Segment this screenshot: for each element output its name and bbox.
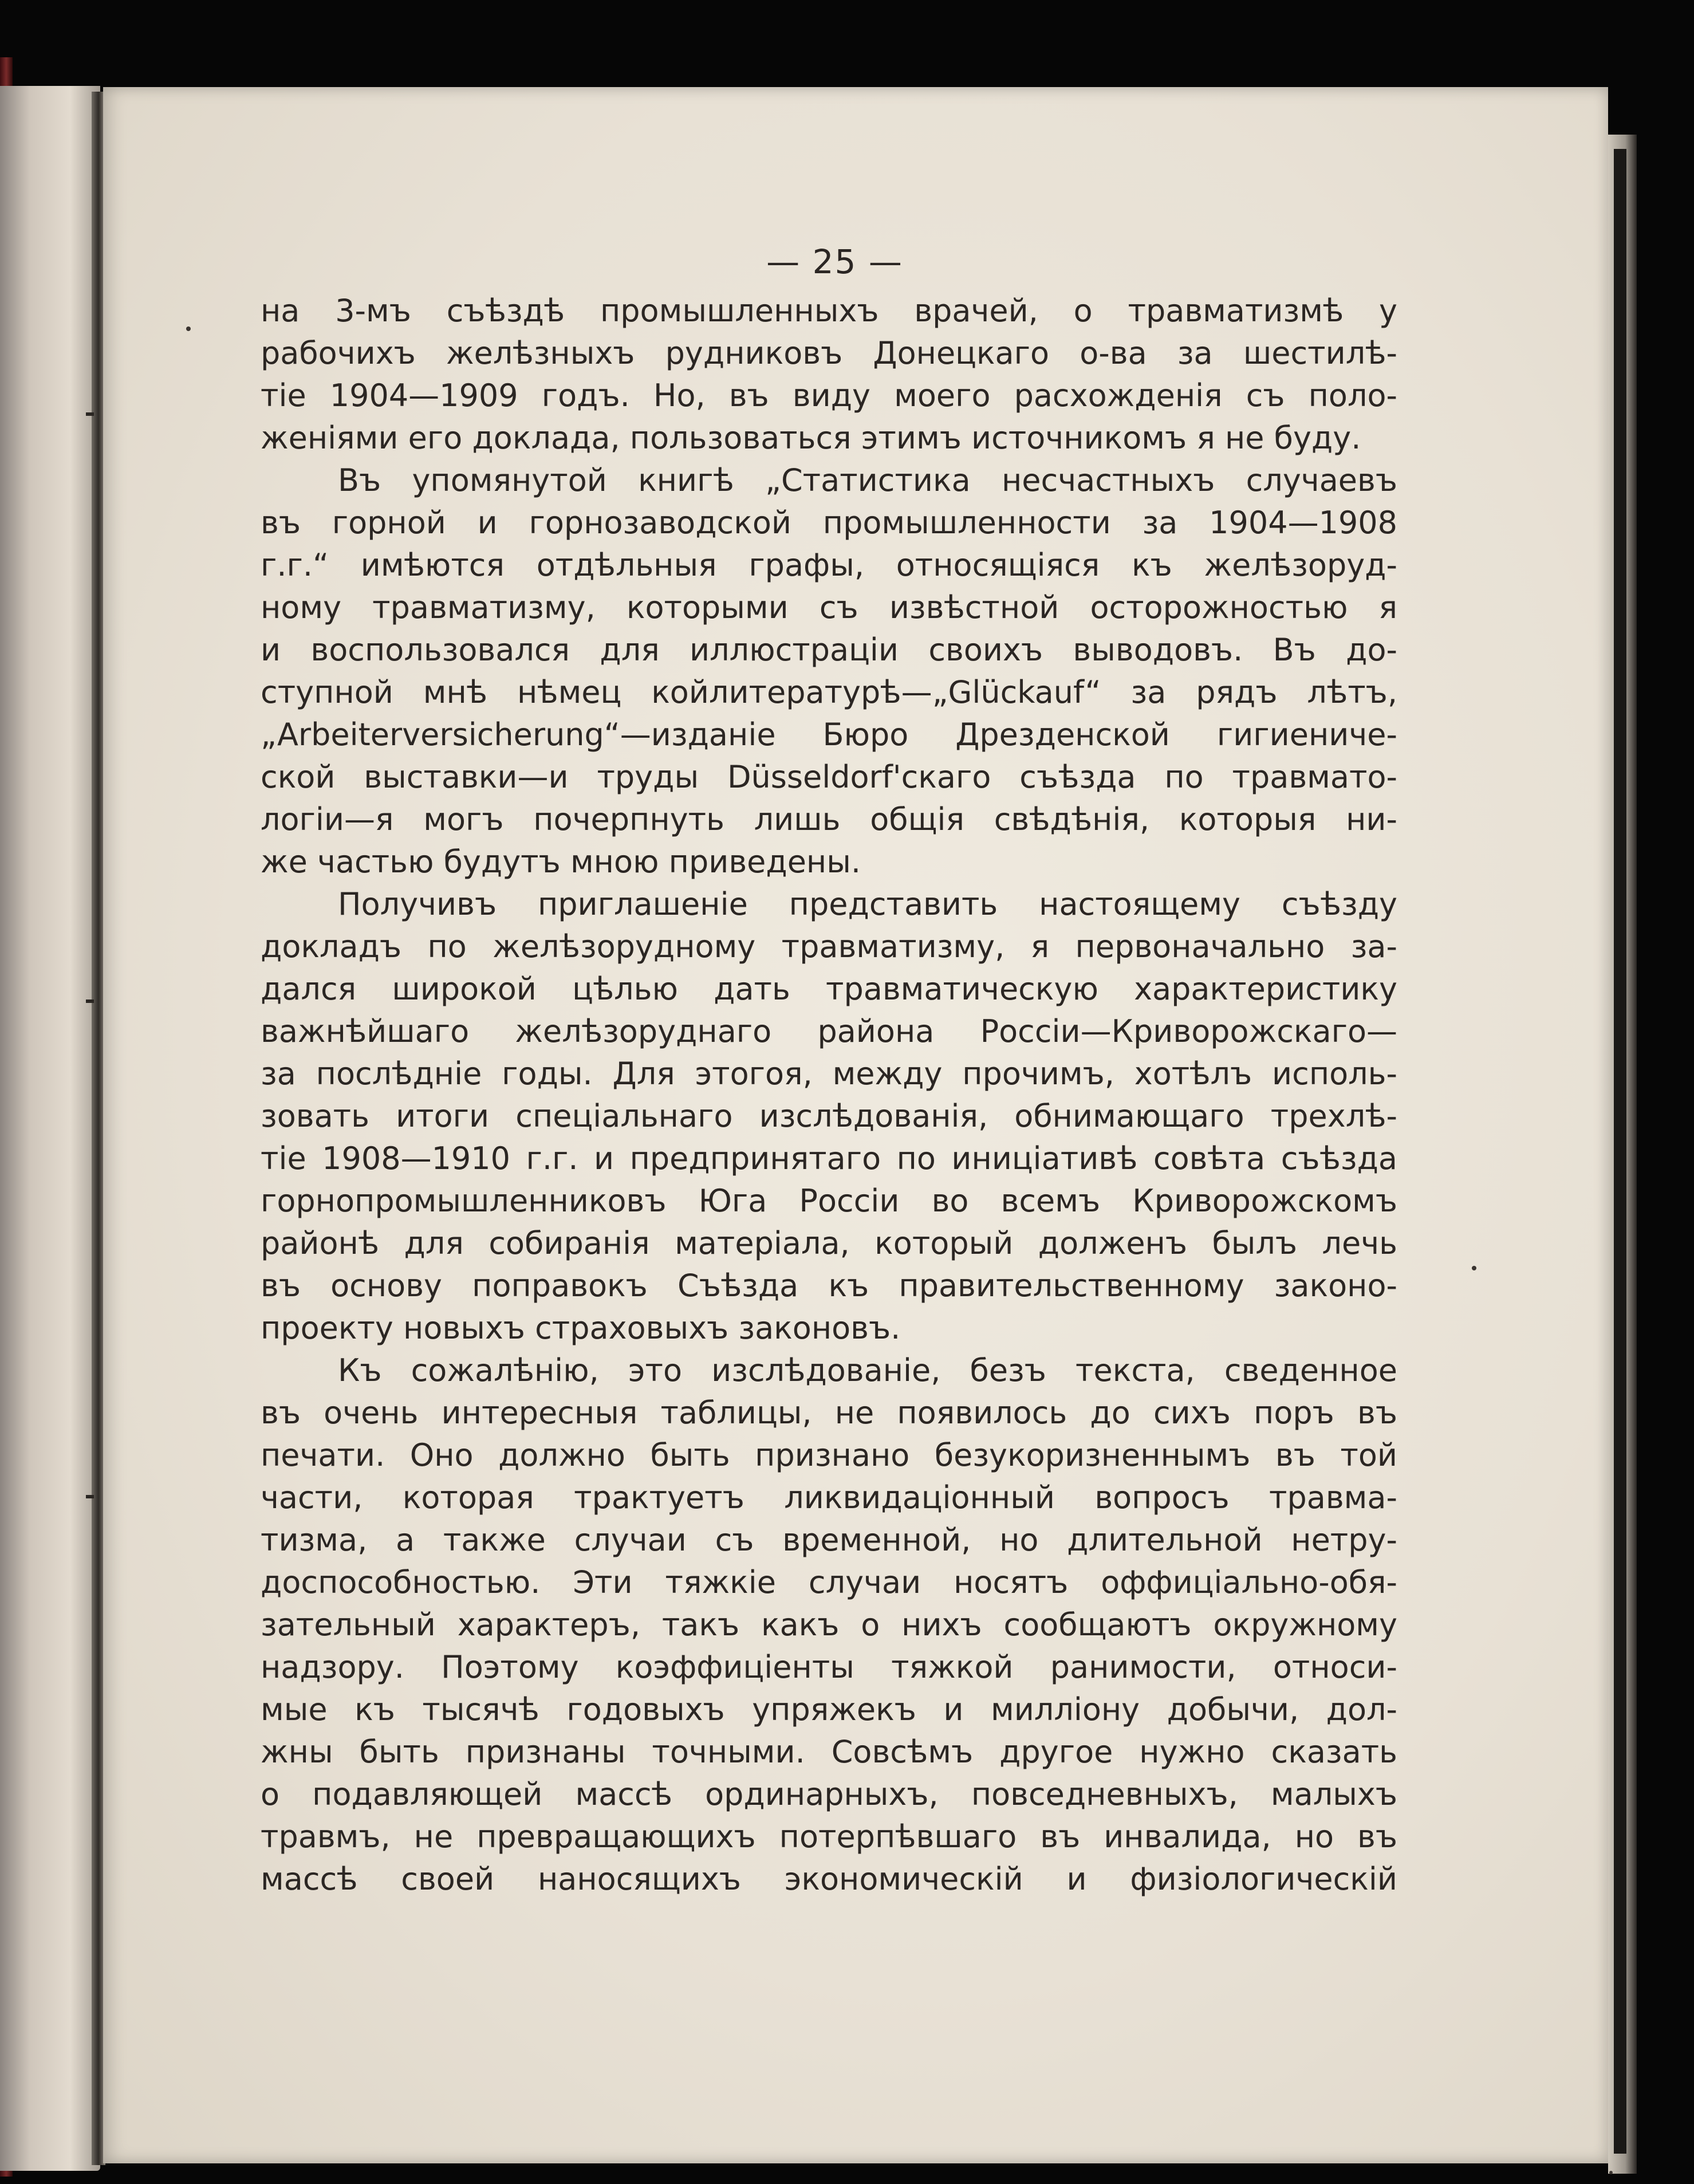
text-line: въ очень интересныя таблицы, не появилось до сихъ поръ въ [261,1395,1397,1431]
text-line: мые къ тысячѣ годовыхъ упряжекъ и милліону добычи, дол- [261,1691,1397,1727]
text-line: массѣ своей наносящихъ экономическій и физіологическій [261,1861,1397,1897]
page-text [261,241,1397,1900]
text-line: же частью будутъ мною приведены. [261,844,861,880]
text-line: докладъ по желѣзорудному травматизму, я первоначально за- [261,928,1397,965]
text-line: „Arbeiterversicherung“—изданіе Бюро Дрезденской гигиениче- [261,717,1397,753]
text-line: женіями его доклада, пользоваться этимъ источникомъ я не буду. [261,420,1361,456]
text-line: въ горной и горнозаводской промышленности за 1904—1908 [261,505,1397,541]
text-line: въ основу поправокъ Съѣзда къ правительственному законо- [261,1268,1397,1304]
text-line: о подавляющей массѣ ординарныхъ, повседневныхъ, малыхъ [261,1776,1397,1812]
text-line: Въ упомянутой книгѣ „Статистика несчастныхъ случаевъ [338,462,1397,498]
page-speck [1472,1266,1476,1270]
margin-mark [86,999,94,1003]
page-speck [186,326,191,331]
text-line: горнопромышленниковъ Юга Россіи во всемъ Криворожскомъ [261,1183,1397,1219]
text-line: Къ сожалѣнію, это изслѣдованіе, безъ текста, сведенное [338,1352,1397,1388]
text-line: за послѣдніе годы. Для этогоя, между прочимъ, хотѣлъ исполь- [261,1056,1397,1092]
page-speck [1609,2171,1613,2174]
margin-mark [86,412,94,416]
text-line: ному травматизму, которыми съ извѣстной осторожностью я [261,589,1397,625]
text-line: печати. Оно должно быть признано безукоризненнымъ въ той [261,1437,1397,1473]
text-line: зательный характеръ, такъ какъ о нихъ сообщаютъ окружному [261,1607,1397,1643]
text-line: травмъ, не превращающихъ потерпѣвшаго въ инвалида, но въ [261,1819,1397,1855]
text-line: тизма, а также случаи съ временной, но длительной нетру- [261,1522,1397,1558]
text-line: Получивъ приглашеніе представить настоящему съѣзду [338,886,1397,922]
text-line: г.г.“ имѣются отдѣльныя графы, относящіяся къ желѣзоруд- [261,547,1397,583]
text-line: дался широкой цѣлью дать травматическую характеристику [261,971,1397,1007]
text-line: на 3-мъ съѣздѣ промышленныхъ врачей, о травматизмѣ у [261,293,1397,329]
text-line: логіи—я могъ почерпнуть лишь общія свѣдѣнія, которыя ни- [261,801,1397,837]
left-page-edge [0,86,100,2171]
text-line: доспособностью. Эти тяжкіе случаи носятъ оффиціально-обя- [261,1564,1397,1600]
text-line: и воспользовался для иллюстраціи своихъ выводовъ. Въ до- [261,632,1397,668]
text-line: рабочихъ желѣзныхъ рудниковъ Донецкаго о-ва за шестилѣ- [261,335,1397,371]
text-line: зовать итоги спеціальнаго изслѣдованія, обнимающаго трехлѣ- [261,1098,1397,1134]
text-line: надзору. Поэтому коэффиціенты тяжкой ранимости, относи- [261,1649,1397,1685]
text-line: жны быть признаны точными. Совсѣмъ другое нужно сказать [261,1734,1397,1770]
text-line: тіе 1904—1909 годъ. Но, въ виду моего расхожденія съ поло- [261,377,1397,414]
page-number: — 25 — [766,242,903,281]
right-binding-shadow [1614,149,1626,2154]
text-line: ступной мнѣ нѣмец койлитературѣ—„Glückauf“ за рядъ лѣтъ, [261,674,1397,710]
margin-mark [86,1495,94,1498]
text-line: тіе 1908—1910 г.г. и предпринятаго по иниціативѣ совѣта съѣзда [261,1140,1397,1176]
text-line: ской выставки—и труды Düsseldorf'скаго съѣзда по травмато- [261,759,1397,795]
text-line: проекту новыхъ страховыхъ законовъ. [261,1310,901,1346]
text-line: важнѣйшаго желѣзоруднаго района Россіи—Криворожскаго— [261,1013,1397,1049]
text-line: районѣ для собиранія матеріала, который долженъ былъ лечь [261,1225,1397,1261]
text-line: части, которая трактуетъ ликвидаціонный вопросъ травма- [261,1479,1397,1516]
